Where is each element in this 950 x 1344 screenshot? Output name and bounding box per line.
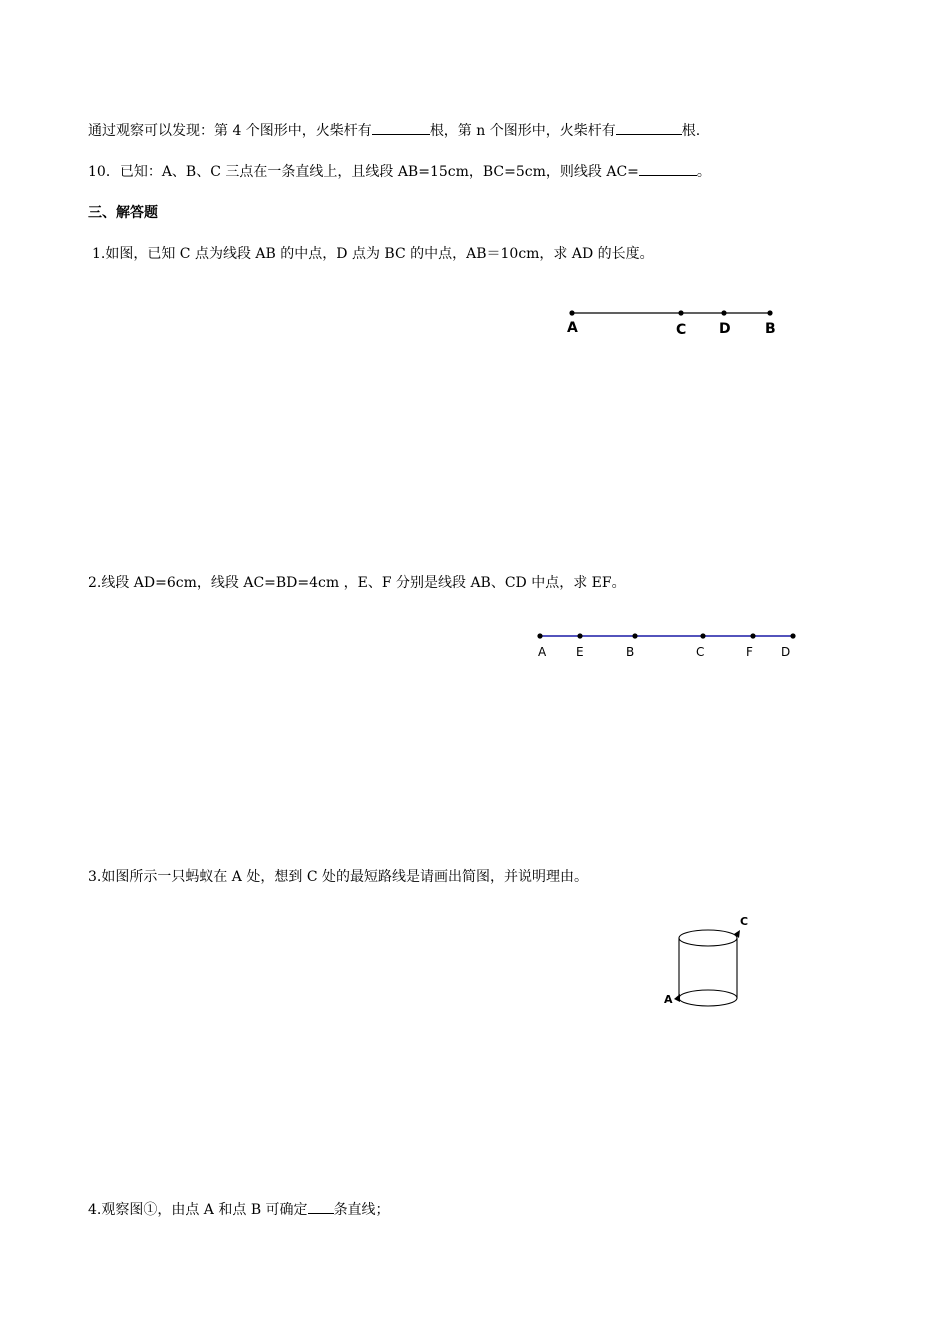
problem-1-text: 1.如图，已知 C 点为线段 AB 的中点，D 点为 BC 的中点，AB＝10cm，求 AD 的长度。 — [92, 246, 654, 262]
cylinder-top — [679, 930, 737, 946]
q9-text-part1: 通过观察可以发现：第 4 个图形中，火柴杆有 — [88, 123, 372, 139]
label-e: E — [576, 645, 584, 659]
problem-4-text — [88, 1199, 390, 1220]
point-b — [632, 633, 637, 638]
label-c: C — [740, 915, 749, 928]
label-b: B — [626, 645, 635, 659]
label-a: A — [538, 645, 547, 659]
q9-text-part3: 根. — [681, 123, 701, 139]
label-a: A — [664, 993, 673, 1006]
label-c: C — [696, 645, 705, 659]
p4-suffix: 条直线； — [333, 1202, 390, 1218]
cylinder-bottom — [679, 990, 737, 1006]
problem-2-figure — [530, 625, 810, 665]
q10-blank — [639, 161, 697, 176]
section-heading: 三、解答题 — [88, 205, 158, 221]
label-a: A — [567, 320, 578, 336]
question-9-conclusion — [88, 120, 700, 141]
point-d — [790, 633, 795, 638]
p4-prefix: 4.观察图①，由点 A 和点 B 可确定 — [88, 1202, 308, 1218]
point-f — [750, 633, 755, 638]
q10-text: 10．已知：A、B、C 三点在一条直线上，且线段 AB=15cm，BC=5cm，则线段 AC= — [88, 164, 639, 180]
q10-suffix: 。 — [696, 164, 711, 180]
point-c — [678, 310, 683, 315]
problem-3-text: 3.如图所示一只蚂蚁在 A 处，想到 C 处的最短路线是请画出简图，并说明理由。 — [88, 869, 588, 885]
problem-1-figure — [560, 300, 790, 340]
point-c — [700, 633, 705, 638]
point-b — [767, 310, 772, 315]
question-10 — [88, 161, 711, 182]
p4-blank — [308, 1199, 334, 1214]
label-f: F — [746, 645, 753, 659]
label-c: C — [676, 322, 687, 338]
label-b: B — [765, 321, 776, 337]
problem-3-cylinder-figure — [660, 910, 770, 1020]
point-d — [721, 310, 726, 315]
point-a — [537, 633, 542, 638]
point-e — [577, 633, 582, 638]
ant-a-marker — [674, 994, 680, 1002]
label-d: D — [719, 321, 731, 337]
problem-2-text: 2.线段 AD=6cm，线段 AC=BD=4cm ，E、F 分别是线段 AB、CD 中点，求 EF。 — [88, 575, 626, 591]
q9-blank-nth — [616, 120, 682, 135]
q9-text-part2: 根，第 n 个图形中，火柴杆有 — [429, 123, 616, 139]
q9-blank-4th — [372, 120, 430, 135]
label-d: D — [781, 645, 791, 659]
point-a — [569, 310, 574, 315]
